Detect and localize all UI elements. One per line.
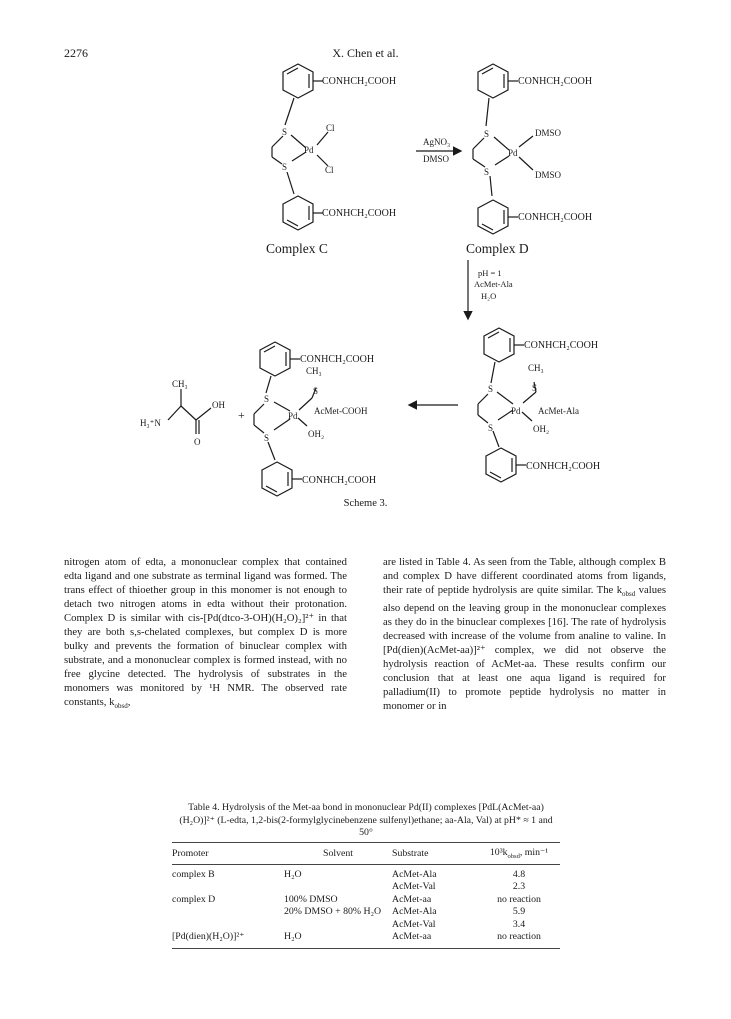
intermediate-bottom-substituent: CONHCH₂COOH	[526, 461, 601, 472]
complex-c-top-substituent: CONHCH₂COOH	[322, 76, 397, 87]
running-head: X. Chen et al.	[332, 46, 399, 60]
cell-rate: 4.8	[478, 864, 560, 881]
cell-substrate: AcMet-Ala	[392, 906, 437, 918]
header-solvent: Solvent	[323, 847, 353, 859]
reaction-scheme	[0, 0, 731, 500]
complex-c-s-bottom: S	[282, 162, 288, 172]
cell-solvent: H₂O	[284, 864, 392, 881]
table-row	[172, 894, 560, 907]
product-ch3: CH₃	[306, 366, 322, 376]
cell-promoter	[172, 906, 284, 919]
product-oh2: OH₂	[308, 429, 325, 439]
cell-substrate: AcMet-aa	[392, 893, 432, 905]
dmso-solvent: DMSO	[423, 154, 450, 164]
table-row	[172, 931, 560, 944]
complex-c-bottom-substituent: CONHCH₂COOH	[322, 208, 397, 219]
header-rate-unit: , min⁻¹	[519, 847, 549, 858]
cell-substrate: AcMet-Val	[392, 918, 436, 930]
cell-rate: 2.3	[512, 881, 526, 893]
alanine-o: O	[194, 437, 201, 447]
cell-solvent: H₂O	[284, 931, 302, 943]
complex-d-s-top: S	[484, 129, 490, 139]
complex-c-pd: Pd	[304, 145, 314, 155]
intermediate-s-methionine: S	[532, 383, 538, 393]
intermediate-oh2: OH₂	[533, 424, 550, 434]
product-top-substituent: CONHCH₂COOH	[300, 354, 375, 365]
intermediate-complex-structure	[478, 328, 536, 482]
agno3-reagent: AgNO₃	[423, 137, 451, 147]
alanine-ch3: CH₃	[172, 379, 188, 389]
complex-d-pd: Pd	[508, 148, 518, 158]
table-bottom-rule	[172, 944, 560, 949]
cell-promoter: complex D	[172, 893, 216, 905]
cell-substrate: AcMet-Val	[392, 881, 436, 893]
intermediate-top-substituent: CONHCH₂COOH	[524, 340, 599, 351]
alanine-oh: OH	[212, 400, 225, 410]
cell-solvent: 100% DMSO	[284, 893, 338, 905]
complex-d-s-bottom: S	[484, 167, 490, 177]
cell-solvent	[284, 919, 392, 932]
complex-d-dmso-bottom: DMSO	[535, 170, 562, 180]
product-s-top: S	[264, 394, 270, 404]
product-acmet-cooh: AcMet-COOH	[314, 406, 368, 416]
complex-d-bottom-substituent: CONHCH₂COOH	[518, 212, 593, 223]
acmet-ala-reagent: AcMet-Ala	[474, 279, 513, 289]
table-row	[172, 864, 560, 881]
right-column-text: are listed in Table 4. As seen from the Table, although complex B and complex D have different coordinated atoms from ligands, their rate of peptide hydrolysis are quite similar. The k	[383, 556, 666, 596]
complex-d-top-substituent: CONHCH₂COOH	[518, 76, 593, 87]
cell-solvent: 20% DMSO + 80% H₂O	[284, 906, 382, 918]
alanine-nh3: H₃⁺N	[140, 418, 161, 428]
intermediate-s-top: S	[488, 384, 494, 394]
right-column-rest: values also depend on the leaving group in the mononuclear complexes as they do in the binuclear complexes [16]. The rate of hydrolysis decreased with increase of the volume from analine to valine. In [Pd(dien)(AcMet-aa)]²⁺ complex, we did not observe the hydrolysis reaction of AcMet-aa. These results confirm our conclusion that at least one aqua ligand is required for palladium(II) to promote peptide hydrolysis no matter in monomer or in	[383, 583, 666, 712]
complex-c-cl-top: Cl	[326, 123, 335, 133]
header-promoter: Promoter	[172, 847, 209, 859]
complex-c-structure	[272, 64, 328, 230]
cell-rate: 3.4	[512, 918, 526, 930]
complex-c-cl-bottom: Cl	[325, 165, 334, 175]
cell-rate: no reaction	[497, 931, 541, 943]
table-row	[172, 881, 560, 894]
complex-d-dmso-top: DMSO	[535, 128, 562, 138]
intermediate-pd: Pd	[511, 406, 521, 416]
complex-d-label: Complex D	[466, 241, 529, 256]
cell-substrate: AcMet-Ala	[392, 864, 478, 881]
alanine-structure	[168, 389, 211, 434]
product-s-methionine: S	[313, 386, 319, 396]
table-row	[172, 919, 560, 932]
ph-condition: pH = 1	[478, 268, 502, 278]
cell-solvent	[284, 881, 392, 894]
cell-promoter: [Pd(dien)(H₂O)]²⁺	[172, 931, 245, 943]
hydrolysis-table	[172, 842, 560, 949]
header-rate	[478, 843, 560, 865]
left-column-text: nitrogen atom of edta, a mononuclear complex that contained edta ligand and one substrate as terminal ligand was formed. The trans effect of thioether group in this monomer is not enough to detach two nitrogen atoms in edta without their protonation. Complex D is similar with cis-[Pd(dtco-3-OH)(H₂O)₂]²⁺ in that they are both s,s-chelated complexes, but complex D is more bulky and prevents the formation of binuclear complex with substrate, and a mononuclear complex is formed instead, with no free glycine detected. The hydrolysis of substrates in the monomers was monitored by ¹H NMR. The observed rate constants, k	[64, 556, 347, 708]
left-column-subscript: obsd	[114, 701, 128, 710]
cell-promoter	[172, 919, 284, 932]
body-left-column	[64, 556, 347, 714]
product-pd: Pd	[288, 411, 298, 421]
cell-promoter: complex B	[172, 864, 284, 881]
product-s-bottom: S	[264, 433, 270, 443]
cell-rate: 5.9	[512, 906, 526, 918]
right-column-subscript: obsd	[622, 590, 636, 599]
table-row	[172, 906, 560, 919]
plus-sign: +	[238, 408, 245, 422]
complex-d-structure	[473, 64, 533, 234]
intermediate-acmet-ala: AcMet-Ala	[538, 406, 579, 416]
header-rate-main: 10³k	[489, 847, 508, 858]
page-number: 2276	[64, 46, 88, 60]
water-reagent: H₂O	[481, 291, 497, 301]
product-bottom-substituent: CONHCH₂COOH	[302, 475, 377, 486]
intermediate-ch3: CH₃	[528, 363, 544, 373]
table-body	[172, 864, 560, 944]
complex-c-label: Complex C	[266, 241, 328, 256]
table-caption: Table 4. Hydrolysis of the Met-aa bond in mononuclear Pd(II) complexes [PdL(AcMet-aa)(H₂O)]²⁺ (L-edta, 1,2-bis(2-formylglycinebenzene sulfenyl)ethane; aa-Ala, Val) at pH* ≈ 1 and 50°	[179, 802, 553, 839]
complex-c-s-top: S	[282, 127, 288, 137]
left-column-end: ,	[127, 695, 131, 708]
header-substrate: Substrate	[392, 847, 429, 859]
intermediate-s-bottom: S	[488, 423, 494, 433]
scheme-caption: Scheme 3.	[343, 498, 388, 509]
cell-promoter	[172, 881, 284, 894]
cell-substrate: AcMet-aa	[392, 931, 432, 943]
body-right-column	[383, 556, 666, 714]
cell-rate: no reaction	[497, 893, 541, 905]
header-rate-subscript: obsd	[507, 852, 520, 860]
